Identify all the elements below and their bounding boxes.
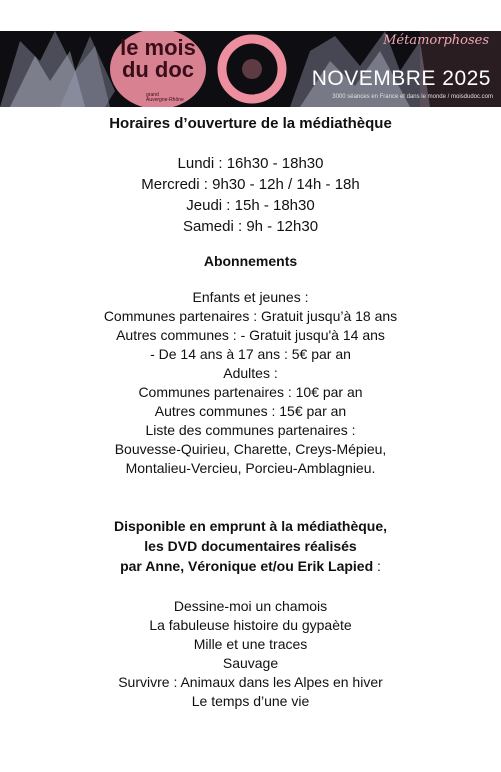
horaires-line: Mercredi : 9h30 - 12h / 14h - 18h xyxy=(141,176,360,193)
abonnement-line: Autres communes : 15€ par an xyxy=(154,403,347,419)
abonnement-line: Communes partenaires : 10€ par an xyxy=(138,384,363,400)
brand-logo xyxy=(118,37,198,81)
abonnement-line: Communes partenaires : Gratuit jusqu’à 18 ans xyxy=(103,308,398,324)
abonnements-title: Abonnements xyxy=(203,253,298,269)
horaires-line: Samedi : 9h - 12h30 xyxy=(182,218,319,235)
dvd-title-suffix: : xyxy=(373,558,381,574)
sponsor-line-2: Auvergne-Rhône xyxy=(146,97,184,104)
dvd-title-names: par Anne, Véronique et/ou Erik Lapied xyxy=(120,558,374,574)
abonnement-line: Adultes : xyxy=(223,365,278,381)
abonnement-line: Autres communes : - Gratuit jusqu'à 14 ans xyxy=(116,327,385,343)
abonnement-line: Montalieu-Vercieu, Porcieu-Amblagnieu. xyxy=(125,460,376,476)
dvd-title-line-2: les DVD documentaires réalisés xyxy=(144,538,357,554)
horaires-line: Lundi : 16h30 - 18h30 xyxy=(177,155,324,172)
sponsor-logo xyxy=(146,93,184,103)
horaires-line: Jeudi : 15h - 18h30 xyxy=(186,197,315,214)
abonnement-line: Enfants et jeunes : xyxy=(192,289,309,305)
dvd-item: Le temps d’une vie xyxy=(191,693,310,709)
brand-line-1: le mois xyxy=(120,35,196,60)
month-label: NOVEMBRE 2025 xyxy=(311,67,491,90)
theme-label: Métamorphoses xyxy=(383,33,489,48)
abonnement-line: - De 14 ans à 17 ans : 5€ par an xyxy=(150,346,351,362)
abonnement-line: Liste des communes partenaires : xyxy=(145,422,356,438)
abonnement-line: Bouvesse-Quirieu, Charette, Creys-Mépieu, xyxy=(114,441,387,457)
horaires-title: Horaires d’ouverture de la médiathèque xyxy=(109,115,392,132)
page-content xyxy=(0,114,501,711)
dvd-title-line-3 xyxy=(0,556,501,576)
dvd-item: Mille et une traces xyxy=(193,636,308,652)
brand-line-2: du doc xyxy=(121,57,195,82)
sponsor-line-1: grand xyxy=(146,92,159,99)
dvd-item: La fabuleuse histoire du gypaète xyxy=(149,617,352,633)
dvd-item: Dessine-moi un chamois xyxy=(173,598,328,614)
event-banner xyxy=(0,31,501,107)
dvd-item: Sauvage xyxy=(222,655,279,671)
tagline: 3000 séances en France et dans le monde / moisdudoc.com xyxy=(332,94,493,100)
dvd-item: Survivre : Animaux dans les Alpes en hiver xyxy=(118,674,383,690)
dvd-title-line-1: Disponible en emprunt à la médiathèque, xyxy=(113,518,388,534)
